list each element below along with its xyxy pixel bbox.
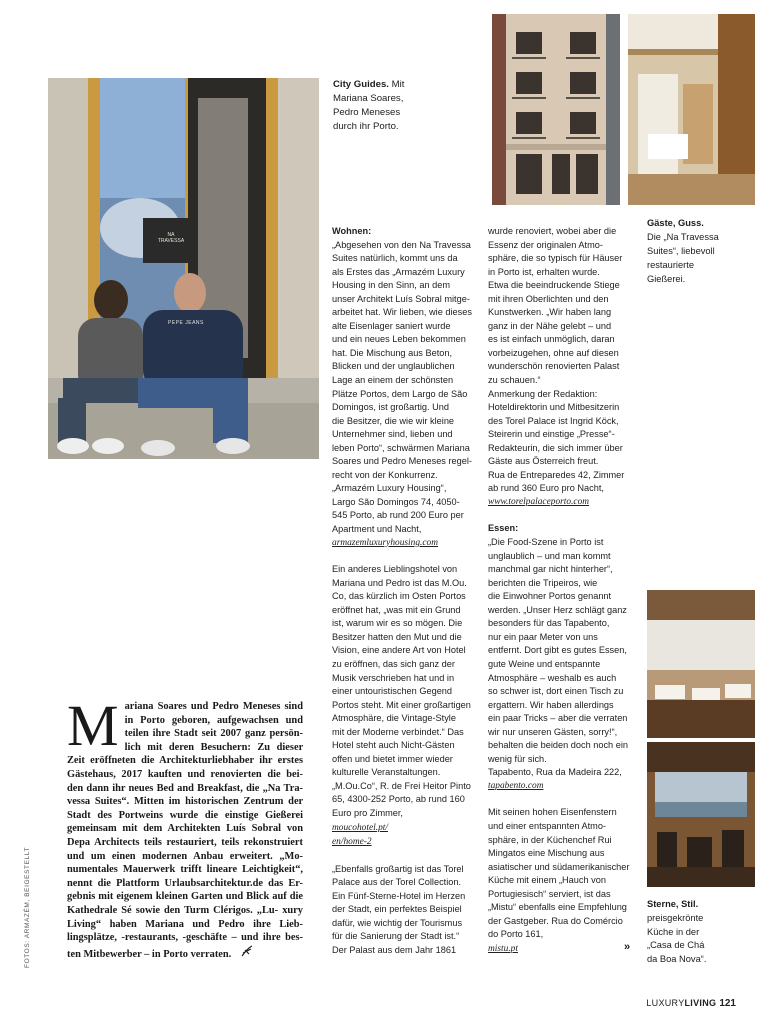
text-line: „Abgesehen von den Na Travessa bbox=[332, 239, 471, 250]
text-line: Ein anderes Lieblingshotel von bbox=[332, 564, 458, 575]
couple-photo bbox=[48, 78, 319, 459]
caption-stars-line: Küche in der bbox=[647, 926, 700, 937]
col2-para-1 bbox=[488, 225, 643, 496]
caption-stars bbox=[647, 898, 757, 967]
text-line: und einer entspannten Atmo- bbox=[488, 820, 606, 831]
intro-line: lingsplätze, -restaurants, -geschäfte – und ihre bes- bbox=[67, 932, 303, 944]
text-line: ab rund 360 Euro pro Nacht, bbox=[488, 483, 604, 494]
text-line: ergattern. Wir haben allerdings bbox=[488, 699, 614, 710]
text-line: Euro pro Zimmer, bbox=[332, 807, 403, 818]
intro-line: lich mit deren Besuchern: Zu dieser bbox=[124, 741, 303, 753]
text-line: werden. „Unser Herz schlägt ganz bbox=[488, 604, 627, 615]
intro-paragraph bbox=[67, 693, 303, 961]
link-armazem[interactable]: armazemluxuryhousing.com bbox=[332, 537, 438, 548]
col1-para-3 bbox=[332, 863, 482, 958]
text-line: Unternehmer sind, lieben und bbox=[332, 429, 453, 440]
text-line: behalten die beiden doch noch ein bbox=[488, 740, 628, 751]
text-line: berichten die Tripeiros, wie bbox=[488, 577, 598, 588]
text-line: Hotel steht auch Nicht-Gästen bbox=[332, 740, 455, 751]
text-line: gute Weine und entspannte bbox=[488, 658, 601, 669]
text-line: sphäre, die so typisch für Häuser bbox=[488, 253, 623, 264]
text-line: des Torel Palace ist Ingrid Köck, bbox=[488, 415, 619, 426]
text-line: hat. Die Mischung aus Beton, bbox=[332, 347, 453, 358]
text-line: recht von der Konkurrenz. bbox=[332, 469, 438, 480]
end-mark-icon bbox=[240, 949, 254, 960]
text-line: der Gastgeber. Rua do Comércio bbox=[488, 915, 623, 926]
text-line: Redakteurin, die sich immer über bbox=[488, 442, 623, 453]
text-line: Gäste aus Österreich freut. bbox=[488, 456, 599, 467]
text-line: Largo São Domingos 74, 4050- bbox=[332, 496, 460, 507]
brand-light: LIVING bbox=[684, 998, 717, 1008]
continue-arrow-icon: » bbox=[624, 940, 631, 953]
caption-guests-title: Gäste, Guss. bbox=[647, 218, 704, 228]
text-line: Plätze Portos, dem Largo de São bbox=[332, 388, 468, 399]
facade-photo bbox=[492, 14, 620, 205]
text-line: Co, das kürzlich im Osten Portos bbox=[332, 591, 466, 602]
text-line: Küche mit einem „Hauch von bbox=[488, 875, 606, 886]
text-line: Mingatos eine Mischung aus bbox=[488, 848, 605, 859]
text-line: so schwer ist, dort einen Tisch zu bbox=[488, 686, 624, 697]
link-mistu[interactable]: mistu.pt bbox=[488, 943, 518, 954]
interior-photo bbox=[628, 14, 755, 205]
text-line: eröffnet hat, „was mit ein Grund bbox=[332, 604, 461, 615]
column-2 bbox=[488, 225, 643, 956]
text-line: wir nur unseren Gästen, sorry!“, bbox=[488, 726, 618, 737]
caption-guests-line: restaurierte bbox=[647, 260, 695, 270]
text-line: „Mistu“ ebenfalls eine Empfehlung bbox=[488, 902, 627, 913]
text-line: Portugiesisch“ serviert, ist das bbox=[488, 888, 611, 899]
text-line: als Erstes das „Armazém Luxury bbox=[332, 266, 465, 277]
text-line: alte Eisenlager saniert wurde bbox=[332, 320, 451, 331]
shirt-logo: PEPE JEANS bbox=[168, 320, 204, 326]
text-line: entfernt. Dort gibt es gutes Essen, bbox=[488, 645, 627, 656]
intro-line: numentales Mauerwerk trifft lineare Leichtigkeit“, bbox=[67, 864, 303, 876]
text-line: Atmosphäre, die Vintage-Style bbox=[332, 713, 456, 724]
link-tapabento[interactable]: tapabento.com bbox=[488, 780, 544, 791]
text-line: es ist einfach unmöglich, daran bbox=[488, 334, 615, 345]
text-line: Besitzer hatten den Mut und die bbox=[332, 631, 462, 642]
text-line: Essenz der originalen Atmo- bbox=[488, 239, 603, 250]
brand-bold: LUXURY bbox=[646, 998, 685, 1008]
link-torel[interactable]: www.torelpalaceporto.com bbox=[488, 496, 590, 507]
text-line: Portos steht. Mit einer großartigen bbox=[332, 699, 471, 710]
text-line: 65, 4300-252 Porto, ab rund 160 bbox=[332, 794, 465, 805]
text-line: Hoteldirektorin und Mitbesitzerin bbox=[488, 402, 620, 413]
caption-stars-line: da Boa Nova“. bbox=[647, 954, 707, 965]
text-line: unglaublich – und man kommt bbox=[488, 550, 611, 561]
text-line: Musik verschrieben hat und in bbox=[332, 672, 455, 683]
page-number: 121 bbox=[719, 998, 736, 1009]
text-line: Steirerin und einstige „Presse“- bbox=[488, 429, 615, 440]
col1-para-2 bbox=[332, 563, 482, 820]
caption-stars-line: preisgekrönte bbox=[647, 912, 704, 923]
text-line: Blicken und der unglaublichen bbox=[332, 361, 455, 372]
text-line: in Porto ist, erhalten wurde. bbox=[488, 266, 600, 277]
intro-line: xury Living“ haben Mariana und Pedro ihre Lieb- bbox=[67, 904, 303, 930]
caption-guests-line: Gießerei. bbox=[647, 274, 686, 284]
text-line: Palace aus der Torel Collection. bbox=[332, 877, 462, 888]
intro-line: Gästehaus, 2017 kauften und renovierten die bei- bbox=[67, 768, 303, 780]
intro-line: und um einen modernen Anbau erweitert. „Mo- bbox=[67, 850, 303, 862]
caption-guests bbox=[647, 216, 757, 286]
text-line: einer untouristischen Gegend bbox=[332, 686, 453, 697]
text-line: Housing in den Sinn, an dem bbox=[332, 280, 450, 291]
caption-guests-line: Suites“, liebevoll bbox=[647, 246, 715, 256]
text-line: die Besitzer, die wie wir kleine bbox=[332, 415, 455, 426]
text-line: Kunstwerken. „Wir haben lang bbox=[488, 307, 612, 318]
intro-line: Depa Architects teils restauriert, teils rekonstruiert bbox=[67, 836, 303, 848]
intro-line: gemeinsam mit dem Architekten Luís Sobral von bbox=[67, 823, 303, 835]
text-line: „Armazém Luxury Housing“, bbox=[332, 483, 447, 494]
text-line: offen und bietet immer wieder bbox=[332, 753, 453, 764]
text-line: Der Palast aus dem Jahr 1861 bbox=[332, 944, 457, 955]
text-line: Atmosphäre – weshalb es auch bbox=[488, 672, 617, 683]
text-line: Tapabento, Rua da Madeira 222, bbox=[488, 767, 622, 778]
text-line: mit ihren Oberlichten und den bbox=[488, 293, 609, 304]
text-line: nur ein paar Meter von uns bbox=[488, 631, 598, 642]
col2-para-3 bbox=[488, 806, 643, 941]
text-line: der Stadt, ein perfektes Beispiel bbox=[332, 904, 462, 915]
text-line: „Die Food-Szene in Porto ist bbox=[488, 537, 604, 548]
text-line: ist, warum wir es so mögen. Die bbox=[332, 618, 463, 629]
intro-line: gebnis mit eigenem kleinen Garten und Blick auf bbox=[67, 891, 287, 903]
caption-guests-line: Die „Na Travessa bbox=[647, 232, 719, 242]
intro-line: ariana Soares und Pedro Meneses sind bbox=[124, 701, 303, 712]
link-mouco-2[interactable]: en/home-2 bbox=[332, 837, 372, 848]
intro-line: vessa Suites“. Mitten im historischen Zentrum der bbox=[67, 796, 303, 808]
link-mouco-1[interactable]: moucohotel.pt/ bbox=[332, 822, 388, 833]
text-line: Lage an einem der schönsten bbox=[332, 375, 454, 386]
text-line: und ein neues Leben bekommen bbox=[332, 334, 466, 345]
text-line: unser Architekt Luís Sobral mitge- bbox=[332, 293, 470, 304]
caption-stars-title: Sterne, Stil. bbox=[647, 899, 699, 909]
page-folio bbox=[646, 998, 736, 1009]
text-line: Vision, eine andere Art von Hotel bbox=[332, 645, 466, 656]
caption-stars-line: „Casa de Chá bbox=[647, 940, 705, 951]
caption-city-title: City Guides. bbox=[333, 79, 389, 90]
text-line: zu eröffnen, das sich ganz der bbox=[332, 658, 455, 669]
column-1 bbox=[332, 225, 482, 957]
text-line: zu schauen.“ bbox=[488, 375, 541, 386]
caption-city-line: durch ihr Porto. bbox=[333, 121, 399, 132]
text-line: „Ebenfalls großartig ist das Torel bbox=[332, 863, 464, 874]
text-line: besonders für das Tapabento, bbox=[488, 618, 610, 629]
text-line: für die Sanierung der Stadt ist.“ bbox=[332, 931, 460, 942]
text-line: arbeitet hat. Wir lieben, wie dieses bbox=[332, 307, 472, 318]
col2-para-2 bbox=[488, 536, 643, 780]
text-line: mit der Moderne verbindet.“ Das bbox=[332, 726, 464, 737]
caption-city-guides bbox=[333, 78, 443, 134]
photo-credit: FOTOS: ARMAZÉM, BEIGESTELLT bbox=[24, 846, 31, 968]
hotel-sign: NA TRAVESSA bbox=[157, 232, 185, 244]
text-line: sphäre, in der Küchenchef Rui bbox=[488, 834, 612, 845]
text-line: dafür, wie wichtig der Tourismus bbox=[332, 917, 463, 928]
text-line: Domingos, ist großartig. Und bbox=[332, 402, 449, 413]
text-line: wurde renoviert, wobei aber die bbox=[488, 226, 617, 236]
text-line: ein paar Tricks – aber die verraten bbox=[488, 713, 628, 724]
section-head-essen: Essen: bbox=[488, 523, 519, 534]
drop-cap: M bbox=[67, 693, 119, 758]
restaurant-photo-2 bbox=[647, 742, 755, 887]
text-line: Soares und Pedro Meneses regel- bbox=[332, 456, 472, 467]
text-line: Suites natürlich, kommt uns da bbox=[332, 253, 458, 264]
text-line: do Porto 161, bbox=[488, 929, 544, 940]
intro-line: nennt die Plattform Urlaubsarchitektur.de das Er- bbox=[67, 877, 303, 889]
text-line: die Einwohner Portos genannt bbox=[488, 591, 612, 602]
restaurant-photo-1 bbox=[647, 590, 755, 738]
intro-line: Zeit eröffneten die Architekturliebhaber ihr erstes bbox=[67, 755, 303, 767]
text-line: leben Porto“, schwärmen Mariana bbox=[332, 442, 470, 453]
intro-line: ten Mitbewerber – in Porto verraten. bbox=[67, 948, 232, 960]
text-line: 545 Porto, ab rund 200 Euro per bbox=[332, 510, 464, 521]
magazine-brand bbox=[646, 998, 716, 1008]
text-line: kulturelle Veranstaltungen. bbox=[332, 767, 441, 778]
text-line: wunderschön renovierten Palast bbox=[488, 361, 620, 372]
text-line: ganz in der Nähe gelebt – und bbox=[488, 320, 612, 331]
text-line: vorbeizugehen, ohne auf diesen bbox=[488, 347, 619, 358]
text-line: Apartment und Nacht, bbox=[332, 524, 422, 535]
caption-city-line: Mit bbox=[391, 79, 405, 90]
text-line: manchmal gar nicht hinterher“, bbox=[488, 564, 613, 575]
text-line: Ein Fünf-Sterne-Hotel im Herzen bbox=[332, 890, 466, 901]
text-line: wenig für sich. bbox=[488, 753, 547, 764]
col1-para-1 bbox=[332, 239, 482, 537]
text-line: asiatischer und südamerikanischer bbox=[488, 861, 630, 872]
intro-line: den dann ihr neues Bed and Breakfast, die „Na Tra- bbox=[67, 782, 303, 794]
intro-line: die Kathedrale Sé sowie den Turm Clérigos. „Lu- bbox=[67, 891, 303, 916]
text-line: Mit seinen hohen Eisenfenstern bbox=[488, 807, 617, 818]
caption-city-line: Mariana Soares, bbox=[333, 93, 404, 104]
intro-line: Stadt des Portweins wurde die einstige Gießerei bbox=[67, 809, 303, 821]
text-line: Rua de Entreparedes 42, Zimmer bbox=[488, 469, 625, 480]
text-line: Mariana und Pedro ist das M.Ou. bbox=[332, 577, 467, 588]
text-line: „M.Ou.Co“, R. de Frei Heitor Pinto bbox=[332, 780, 471, 791]
intro-line: in Porto geboren, aufgewachsen und bbox=[124, 714, 303, 726]
text-line: Anmerkung der Redaktion: bbox=[488, 388, 598, 399]
caption-city-line: Pedro Meneses bbox=[333, 107, 401, 118]
section-head-wohnen: Wohnen: bbox=[332, 226, 372, 236]
text-line: Etwa die beeindruckende Stiege bbox=[488, 280, 620, 291]
intro-line: teilen ihre Stadt seit 2007 ganz persön- bbox=[124, 728, 303, 740]
